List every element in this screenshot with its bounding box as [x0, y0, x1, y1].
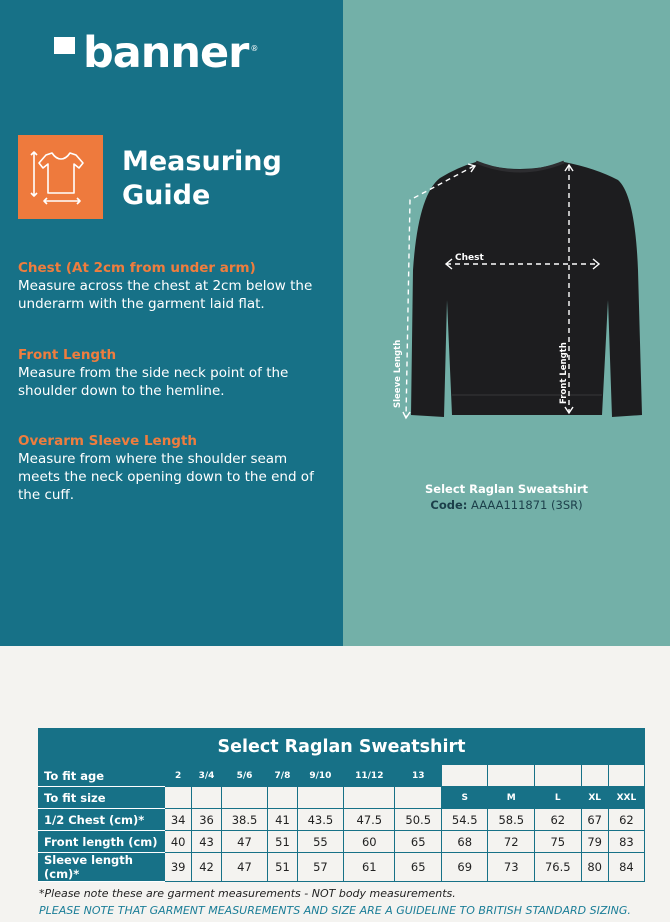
row-label: Sleeve length (cm)* — [39, 853, 165, 882]
table-cell: 36 — [192, 809, 221, 831]
table-cell: 13 — [395, 765, 442, 787]
table-cell: M — [488, 787, 535, 809]
sweatshirt-image — [411, 162, 642, 417]
front-length-body: Measure from the side neck point of the shoulder down to the hemline. — [18, 365, 289, 399]
table-cell: 65 — [395, 831, 442, 853]
table-cell: 7/8 — [268, 765, 297, 787]
table-cell: 67 — [581, 809, 608, 831]
table-cell: 80 — [581, 853, 608, 882]
chest-instruction — [18, 259, 328, 313]
table-cell: 55 — [297, 831, 344, 853]
banner-logo — [54, 28, 259, 78]
table-cell: 68 — [441, 831, 488, 853]
sizing-guideline-note: PLEASE NOTE THAT GARMENT MEASUREMENTS AND SIZE ARE A GUIDELINE TO BRITISH STANDARD SIZING. — [39, 904, 631, 917]
front-label: Front Length — [559, 342, 569, 404]
table-cell — [192, 787, 221, 809]
row-label: To fit size — [39, 787, 165, 809]
table-cell: 2 — [165, 765, 192, 787]
guide-title-line2: Guide — [122, 180, 211, 211]
table-cell: 5/6 — [221, 765, 268, 787]
table-cell: 41 — [268, 809, 297, 831]
table-cell: 38.5 — [221, 809, 268, 831]
sleeve-label: Sleeve Length — [393, 339, 403, 408]
sweatshirt-diagram — [380, 150, 660, 440]
table-cell — [441, 765, 488, 787]
logo-wordmark: banner — [83, 28, 249, 78]
sleeve-length-body: Measure from where the shoulder seam meets the neck opening down to the end of the cuff. — [18, 451, 314, 503]
table-cell: 83 — [608, 831, 644, 853]
table-cell: 60 — [344, 831, 395, 853]
guide-title — [122, 145, 282, 213]
row-label: 1/2 Chest (cm)* — [39, 809, 165, 831]
table-cell: XXL — [608, 787, 644, 809]
table-cell: 57 — [297, 853, 344, 882]
table-cell: 72 — [488, 831, 535, 853]
size-chart-table — [38, 728, 645, 882]
table-row-chest — [39, 809, 645, 831]
table-cell — [221, 787, 268, 809]
table-cell: 39 — [165, 853, 192, 882]
table-cell: 62 — [535, 809, 582, 831]
table-cell — [488, 765, 535, 787]
table-cell: 76.5 — [535, 853, 582, 882]
table-row-size — [39, 787, 645, 809]
table-row-front-length — [39, 831, 645, 853]
product-code-line — [343, 497, 670, 513]
left-info-panel — [0, 0, 343, 646]
tshirt-measure-icon — [18, 135, 103, 219]
table-cell: 43 — [192, 831, 221, 853]
table-cell: 3/4 — [192, 765, 221, 787]
chest-body: Measure across the chest at 2cm below the underarm with the garment laid flat. — [18, 278, 313, 312]
table-cell — [395, 787, 442, 809]
front-length-heading: Front Length — [18, 347, 117, 363]
product-caption — [343, 481, 670, 513]
table-cell: 62 — [608, 809, 644, 831]
table-cell: 58.5 — [488, 809, 535, 831]
table-cell: 40 — [165, 831, 192, 853]
table-cell: S — [441, 787, 488, 809]
table-cell: 42 — [192, 853, 221, 882]
table-cell — [581, 765, 608, 787]
table-cell: 54.5 — [441, 809, 488, 831]
table-cell — [535, 765, 582, 787]
table-cell: 47.5 — [344, 809, 395, 831]
table-cell: XL — [581, 787, 608, 809]
table-cell: 34 — [165, 809, 192, 831]
guide-title-line1: Measuring — [122, 146, 282, 177]
table-cell: 50.5 — [395, 809, 442, 831]
table-cell: 84 — [608, 853, 644, 882]
product-name: Select Raglan Sweatshirt — [425, 482, 588, 496]
product-code: AAAA111871 (3SR) — [471, 498, 583, 512]
table-cell: 43.5 — [297, 809, 344, 831]
sleeve-length-instruction — [18, 432, 328, 504]
logo-square-mark — [54, 37, 75, 54]
table-cell: L — [535, 787, 582, 809]
table-cell: 69 — [441, 853, 488, 882]
table-cell — [608, 765, 644, 787]
table-cell: 47 — [221, 831, 268, 853]
chest-heading: Chest (At 2cm from under arm) — [18, 260, 256, 276]
chest-label: Chest — [455, 253, 484, 263]
table-cell — [165, 787, 192, 809]
table-title: Select Raglan Sweatshirt — [39, 729, 645, 765]
table-cell — [344, 787, 395, 809]
row-label: To fit age — [39, 765, 165, 787]
table-cell: 73 — [488, 853, 535, 882]
table-cell: 9/10 — [297, 765, 344, 787]
table-cell: 47 — [221, 853, 268, 882]
logo-registered-mark: ® — [250, 44, 259, 53]
front-length-instruction — [18, 346, 328, 400]
table-cell — [297, 787, 344, 809]
table-cell: 51 — [268, 853, 297, 882]
sleeve-length-heading: Overarm Sleeve Length — [18, 433, 198, 449]
table-cell: 79 — [581, 831, 608, 853]
table-cell: 75 — [535, 831, 582, 853]
table-cell: 51 — [268, 831, 297, 853]
table-row-age — [39, 765, 645, 787]
table-cell: 11/12 — [344, 765, 395, 787]
garment-measurement-note: *Please note these are garment measurements - NOT body measurements. — [39, 887, 456, 900]
product-code-label: Code: — [430, 498, 468, 512]
row-label: Front length (cm) — [39, 831, 165, 853]
table-cell: 65 — [395, 853, 442, 882]
table-row-sleeve-length — [39, 853, 645, 882]
table-cell — [268, 787, 297, 809]
table-cell: 61 — [344, 853, 395, 882]
